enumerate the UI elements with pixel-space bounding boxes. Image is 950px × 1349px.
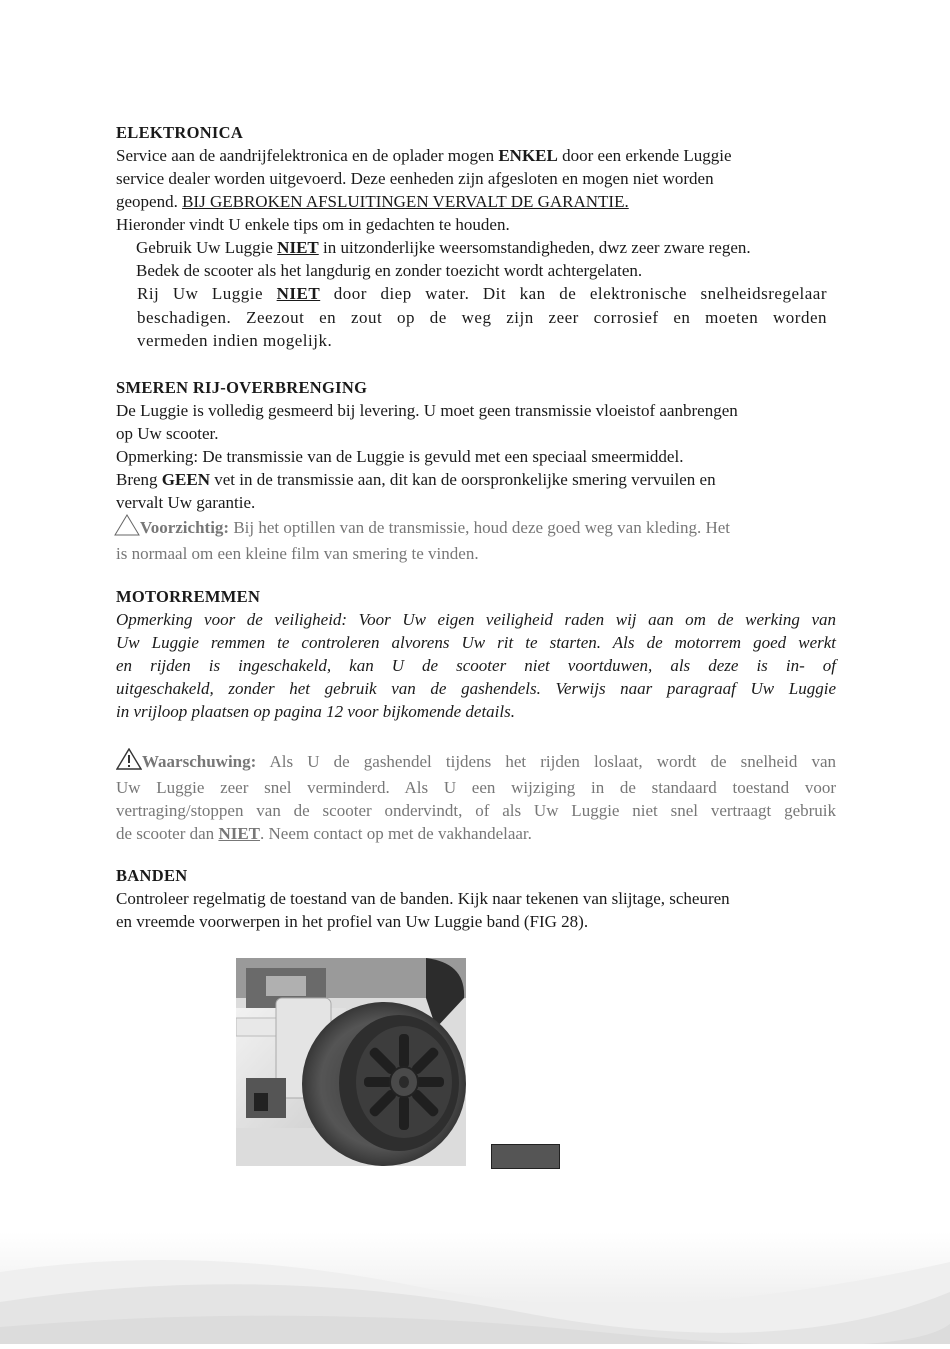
safety-note [116,608,836,723]
text: Gebruik Uw Luggie [136,238,278,257]
paragraph-line: De Luggie is volledig gesmeerd bij levering. U moet geen transmissie vloeistof aanbrengen [116,401,738,420]
note-line: Uw Luggie remmen te controleren alvorens Uw rit te starten. Als de motorrem goed werkt [116,633,836,652]
paragraph-line: Opmerking: De transmissie van de Luggie is gevuld met een speciaal smeermiddel. [116,447,684,466]
tip-3-line [137,282,827,306]
tip-1 [116,236,836,259]
text: Breng [116,470,162,489]
emphasis-niet: NIET [276,284,321,303]
warning-line: vertraging/stoppen van de scooter ondervindt, of als Uw Luggie niet snel vertraagt gebruik [116,801,836,820]
text: geopend. [116,192,183,211]
tip-3-line: vermeden indien mogelijk. [137,331,333,350]
tip-3-line: beschadigen. Zeezout en zout op de weg zijn zeer corrosief en moeten worden [137,307,827,327]
emphasis-geen: GEEN [161,470,210,489]
text: vet in de transmissie aan, dit kan de oorspronkelijke smering vervuilen en [209,470,716,489]
tip-2: Bedek de scooter als het langdurig en zonder toezicht wordt achtergelaten. [136,261,643,280]
note-line: Opmerking voor de veiligheid: Voor Uw eigen veiligheid raden wij aan om de werking van [116,610,836,629]
heading-smeren: SMEREN RIJ-OVERBRENGING [116,378,368,397]
figure-label-box [491,1144,560,1169]
paragraph-line: service dealer worden uitgevoerd. Deze eenheden zijn afgesloten en mogen niet worden [116,169,714,188]
caution-triangle-icon [114,514,140,542]
tip-3 [116,282,827,353]
emphasis-enkel: ENKEL [498,146,558,165]
warranty-notice: BIJ GEBROKEN AFSLUITINGEN VERVALT DE GARANTIE. [182,192,629,211]
text: door diep water. Dit kan de elektronische snelheidsregelaar [320,284,827,303]
note-line: in vrijloop plaatsen op pagina 12 voor bijkomende details. [116,702,515,721]
caution-label: Voorzichtig: [140,518,230,537]
section-motorremmen [116,585,836,845]
heading-banden: BANDEN [116,866,188,885]
section-banden [116,864,836,933]
paragraph-line [116,190,836,213]
paragraph-line: Controleer regelmatig de toestand van de banden. Kijk naar tekenen van slijtage, scheuren [116,889,730,908]
text: in uitzonderlijke weersomstandigheden, dwz zeer zware regen. [318,238,751,257]
emphasis-niet: NIET [277,238,319,257]
warning-block [116,748,836,845]
caution-line: is normaal om een kleine film van smering te vinden. [116,544,479,563]
heading-elektronica: ELEKTRONICA [116,123,244,142]
warning-label: Waarschuwing: [142,752,257,771]
text: de scooter dan [116,824,219,843]
text: Bij het optillen van de transmissie, houd deze goed weg van kleding. Het [229,518,730,537]
warning-line [116,822,836,845]
section-smeren [116,376,836,565]
warning-triangle-icon [116,748,142,776]
caution-line [114,514,836,542]
paragraph-line: vervalt Uw garantie. [116,493,256,512]
paragraph-line: op Uw scooter. [116,424,219,443]
paragraph-line [116,468,836,491]
section-elektronica [116,121,836,353]
wheel-photo [236,958,466,1166]
warning-line: Uw Luggie zeer snel verminderd. Als U een wijziging in de standaard toestand voor [116,778,836,797]
paragraph-line: Hieronder vindt U enkele tips om in gedachten te houden. [116,215,510,234]
text: Als U de gashendel tijdens het rijden loslaat, wordt de snelheid van [256,752,836,771]
paragraph-line [116,144,836,167]
footer-wave [0,1232,950,1344]
text: Rij Uw Luggie [137,284,277,303]
note-line: uitgeschakeld, zonder het gebruik van de gashendels. Verwijs naar paragraaf Uw Luggie [116,679,836,698]
paragraph-line: en vreemde voorwerpen in het profiel van Uw Luggie band (FIG 28). [116,912,589,931]
heading-motorremmen: MOTORREMMEN [116,587,261,606]
emphasis-niet: NIET [218,824,261,843]
note-line: en rijden is ingeschakeld, kan U de scooter niet voortduwen, als deze is in- of [116,656,836,675]
text: door een erkende Luggie [557,146,732,165]
text: . Neem contact op met de vakhandelaar. [260,824,532,843]
text: Service aan de aandrijfelektronica en de oplader mogen [116,146,499,165]
warning-line [116,748,836,776]
